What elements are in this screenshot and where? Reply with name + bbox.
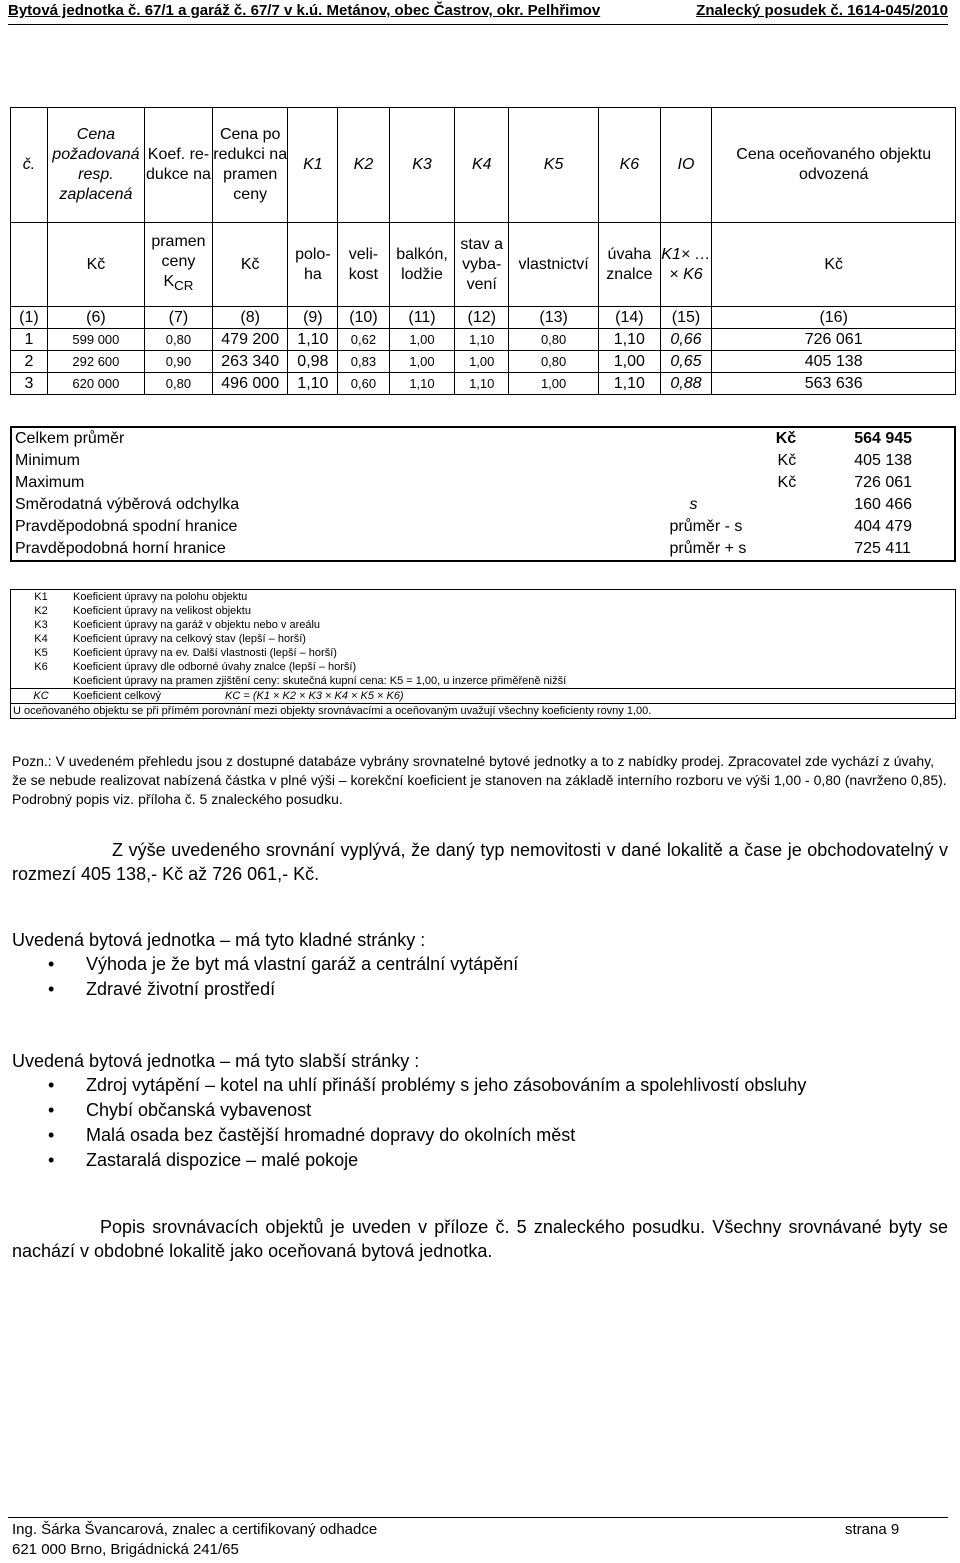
table-cell: 496 000	[212, 373, 288, 395]
table-row	[11, 373, 956, 395]
col-subheader-kc: Kč	[212, 223, 288, 307]
col-subheader-size: veli-kost	[338, 223, 389, 307]
stats-value: 405 138	[854, 452, 913, 469]
legend-key: K2	[34, 605, 48, 617]
table-cell: 0,90	[144, 351, 212, 373]
stats-unit: průměr + s	[669, 540, 747, 557]
legend-text	[71, 632, 956, 646]
table-cell: 620 000	[47, 373, 144, 395]
stats-label: Minimum	[15, 452, 80, 469]
footer-address: 621 000 Brno, Brigádnická 241/65	[12, 1541, 239, 1558]
table-cell: 263 340	[212, 351, 288, 373]
bullet-item: • Zdravé životní prostředí	[48, 977, 518, 1002]
table-row	[11, 351, 956, 373]
col-subheader-kc: Kč	[47, 223, 144, 307]
table-cell: 1,00	[509, 373, 599, 395]
stats-row	[11, 516, 955, 538]
table-cell: 3	[11, 373, 48, 395]
col-subheader-empty	[11, 223, 48, 307]
legend-key: KC	[11, 689, 72, 704]
col-header-io: IO	[660, 108, 712, 223]
legend-key: K3	[34, 619, 48, 631]
table-cell: 1,00	[389, 329, 455, 351]
legend-description: Koeficient úpravy na polohu objektu	[73, 591, 248, 603]
legend-key	[11, 674, 72, 689]
table-cell: 0,80	[144, 329, 212, 351]
col-header-k5: K5	[509, 108, 599, 223]
stats-row	[11, 450, 955, 472]
column-number-row	[11, 307, 956, 329]
stats-value: 564 945	[854, 430, 913, 447]
table-cell: 563 636	[712, 373, 956, 395]
column-number-cell: (8)	[212, 307, 288, 329]
bullet-item: • Malá osada bez častější hromadné dopravy do okolních měst	[48, 1123, 806, 1148]
legend-description: Koeficient celkový	[73, 690, 162, 702]
footer-page-number: strana 9	[845, 1521, 900, 1538]
weaknesses-list	[48, 1073, 806, 1173]
col-header-requested-price: Cena požadovaná resp. zaplacená	[47, 108, 144, 223]
col-subheader-location: polo-ha	[288, 223, 338, 307]
header-title: Bytová jednotka č. 67/1 a garáž č. 67/7 v k.ú. Metánov, obec Častrov, okr. Pelhřimov	[8, 2, 601, 19]
column-number-cell: (14)	[599, 307, 660, 329]
legend-text	[71, 674, 956, 689]
bullet-item: • Zdroj vytápění – kotel na uhlí přináší problémy s jeho zásobováním a spolehlivostí obsluhy	[48, 1073, 806, 1098]
statistics-table	[10, 426, 956, 562]
legend-footnote: U oceňovaného objektu se při přímém porovnání mezi objekty srovnávacími a oceňovaným uvažují všechny koeficienty rovny 1,00.	[11, 704, 956, 719]
legend-row	[11, 604, 956, 618]
legend-formula: KC = (K1 × K2 × K3 × K4 × K5 × K6)	[225, 690, 404, 702]
stats-unit: s	[689, 496, 698, 513]
legend-row	[11, 704, 956, 719]
table-cell: 599 000	[47, 329, 144, 351]
strengths-list	[48, 952, 518, 1002]
stats-label: Pravděpodobná horní hranice	[15, 540, 226, 557]
stats-label: Směrodatná výběrová odchylka	[15, 496, 240, 513]
stats-unit: Kč	[777, 474, 797, 491]
table-cell: 0,88	[660, 373, 712, 395]
legend-row	[11, 618, 956, 632]
legend-row	[11, 689, 956, 704]
stats-unit: průměr - s	[669, 518, 743, 535]
col-header-k6: K6	[599, 108, 660, 223]
col-header-reduction-coef: Koef. re-dukce na	[144, 108, 212, 223]
legend-table	[10, 589, 956, 719]
table-cell: 1,00	[455, 351, 509, 373]
table-cell: 1,10	[455, 329, 509, 351]
column-number-cell: (16)	[712, 307, 956, 329]
legend-key: K4	[34, 633, 48, 645]
col-header-k2: K2	[338, 108, 389, 223]
conclusion-paragraph: Z výše uvedeného srovnání vyplývá, že daný typ nemovitosti v dané lokalitě a čase je obchodovatelný v rozmezí 405 138,- Kč až 726 061,- Kč.	[12, 840, 948, 884]
table-cell: 1,10	[389, 373, 455, 395]
table-cell: 1,10	[288, 329, 338, 351]
stats-row	[11, 472, 955, 494]
legend-key: K5	[34, 647, 48, 659]
comparison-description: Popis srovnávacích objektů je uveden v příloze č. 5 znaleckého posudku. Všechny srovnávané byty se nachází v obdobné lokalitě jako oceňovaná bytová jednotka.	[12, 1217, 948, 1261]
table-cell: 405 138	[712, 351, 956, 373]
table-cell: 0,80	[509, 351, 599, 373]
column-number-cell: (7)	[144, 307, 212, 329]
stats-label: Maximum	[15, 474, 85, 491]
stats-label: Pravděpodobná spodní hranice	[15, 518, 238, 535]
legend-description: Koeficient úpravy na celkový stav (lepší – horší)	[73, 633, 306, 645]
table-row	[11, 329, 956, 351]
table-cell: 0,60	[338, 373, 389, 395]
stats-value: 404 479	[854, 518, 913, 535]
legend-description: Koeficient úpravy dle odborné úvahy znalce (lepší – horší)	[73, 661, 357, 673]
column-number-cell: (13)	[509, 307, 599, 329]
table-cell: 1,00	[389, 351, 455, 373]
strengths-title: Uvedená bytová jednotka – má tyto kladné stránky :	[12, 930, 426, 950]
table-cell: 0,80	[509, 329, 599, 351]
col-header-k3: K3	[389, 108, 455, 223]
table-cell: 0,65	[660, 351, 712, 373]
legend-row	[11, 590, 956, 605]
legend-row	[11, 632, 956, 646]
col-subheader-source	[144, 223, 212, 307]
table-cell: 0,80	[144, 373, 212, 395]
column-number-cell: (1)	[11, 307, 48, 329]
stats-unit: Kč	[777, 452, 797, 469]
column-number-cell: (15)	[660, 307, 712, 329]
page-header	[8, 2, 948, 25]
footer-divider	[8, 1517, 948, 1518]
table-cell: 1	[11, 329, 48, 351]
col-header-number: č.	[11, 108, 48, 223]
legend-row	[11, 660, 956, 674]
column-number-cell: (9)	[288, 307, 338, 329]
table-cell: 1,00	[599, 351, 660, 373]
legend-description: Koeficient úpravy na pramen zjištění ceny: skutečná kupní cena: K5 = 1,00, u inzerce přiměřeně nižší	[73, 675, 567, 687]
col-subheader-balcony: balkón, lodžie	[389, 223, 455, 307]
bullet-item: • Chybí občanská vybavenost	[48, 1098, 806, 1123]
legend-description: Koeficient úpravy na ev. Další vlastnosti (lepší – horší)	[73, 647, 337, 659]
table-cell: 726 061	[712, 329, 956, 351]
legend-key: K1	[34, 591, 48, 603]
legend-text	[71, 660, 956, 674]
legend-description: Koeficient úpravy na garáž v objektu nebo v areálu	[73, 619, 321, 631]
note-paragraph: Pozn.: V uvedeném přehledu jsou z dostupné databáze vybrány srovnatelné bytové jednotky a to z nabídky prodej. Zpracovatel zde vychází z úvahy, že se nebude realizovat nabízená částka v plné výši – korekční koeficient je stanoven na základě interního rozboru ve výši 1,00 - 0,80 (navrženo 0,85). Podrobný popis viz. příloha č. 5 znaleckého posudku.	[12, 753, 947, 807]
stats-row	[11, 427, 955, 450]
legend-row	[11, 646, 956, 660]
table-cell: 1,10	[288, 373, 338, 395]
bullet-item: • Výhoda je že byt má vlastní garáž a centrální vytápění	[48, 952, 518, 977]
table-cell: 2	[11, 351, 48, 373]
stats-row	[11, 538, 955, 561]
legend-text	[71, 646, 956, 660]
table-cell: 0,83	[338, 351, 389, 373]
source-subscript: CR	[174, 278, 194, 294]
comparison-table	[10, 107, 956, 395]
col-header-derived-price: Cena oceňovaného objektu odvozená	[712, 108, 956, 223]
col-header-k4: K4	[455, 108, 509, 223]
table-cell: 292 600	[47, 351, 144, 373]
header-report-number: Znalecký posudek č. 1614-045/2010	[696, 2, 948, 19]
stats-value: 725 411	[854, 540, 911, 557]
column-number-cell: (10)	[338, 307, 389, 329]
column-number-cell: (11)	[389, 307, 455, 329]
stats-row	[11, 494, 955, 516]
table-cell: 1,10	[599, 373, 660, 395]
col-subheader-io-formula: K1× … × K6	[660, 223, 712, 307]
table-cell: 479 200	[212, 329, 288, 351]
table-cell: 1,10	[599, 329, 660, 351]
stats-value: 726 061	[854, 474, 913, 491]
legend-key: K6	[34, 661, 48, 673]
weaknesses-title: Uvedená bytová jednotka – má tyto slabší stránky :	[12, 1051, 420, 1071]
legend-row	[11, 674, 956, 689]
table-cell: 1,10	[455, 373, 509, 395]
column-number-cell: (12)	[455, 307, 509, 329]
footer-author: Ing. Šárka Švancarová, znalec a certifikovaný odhadce	[12, 1521, 378, 1538]
table-cell: 0,66	[660, 329, 712, 351]
stats-label: Celkem průměr	[15, 430, 125, 447]
table-cell: 0,98	[288, 351, 338, 373]
stats-value: 160 466	[854, 496, 913, 513]
legend-text	[71, 604, 956, 618]
bullet-item: • Zastaralá dispozice – malé pokoje	[48, 1148, 806, 1173]
stats-unit: Kč	[775, 430, 797, 447]
source-label: pramen ceny K	[151, 233, 206, 291]
column-number-cell: (6)	[47, 307, 144, 329]
col-subheader-ownership: vlastnictví	[509, 223, 599, 307]
legend-text	[71, 689, 956, 704]
legend-text	[71, 590, 956, 605]
table-cell: 0,62	[338, 329, 389, 351]
col-subheader-kc: Kč	[712, 223, 956, 307]
col-subheader-expert-opinion: úvaha znalce	[599, 223, 660, 307]
col-header-reduced-price: Cena po redukci na pramen ceny	[212, 108, 288, 223]
legend-description: Koeficient úpravy na velikost objektu	[73, 605, 251, 617]
col-header-k1: K1	[288, 108, 338, 223]
legend-text	[71, 618, 956, 632]
col-subheader-condition: stav a vyba-vení	[455, 223, 509, 307]
